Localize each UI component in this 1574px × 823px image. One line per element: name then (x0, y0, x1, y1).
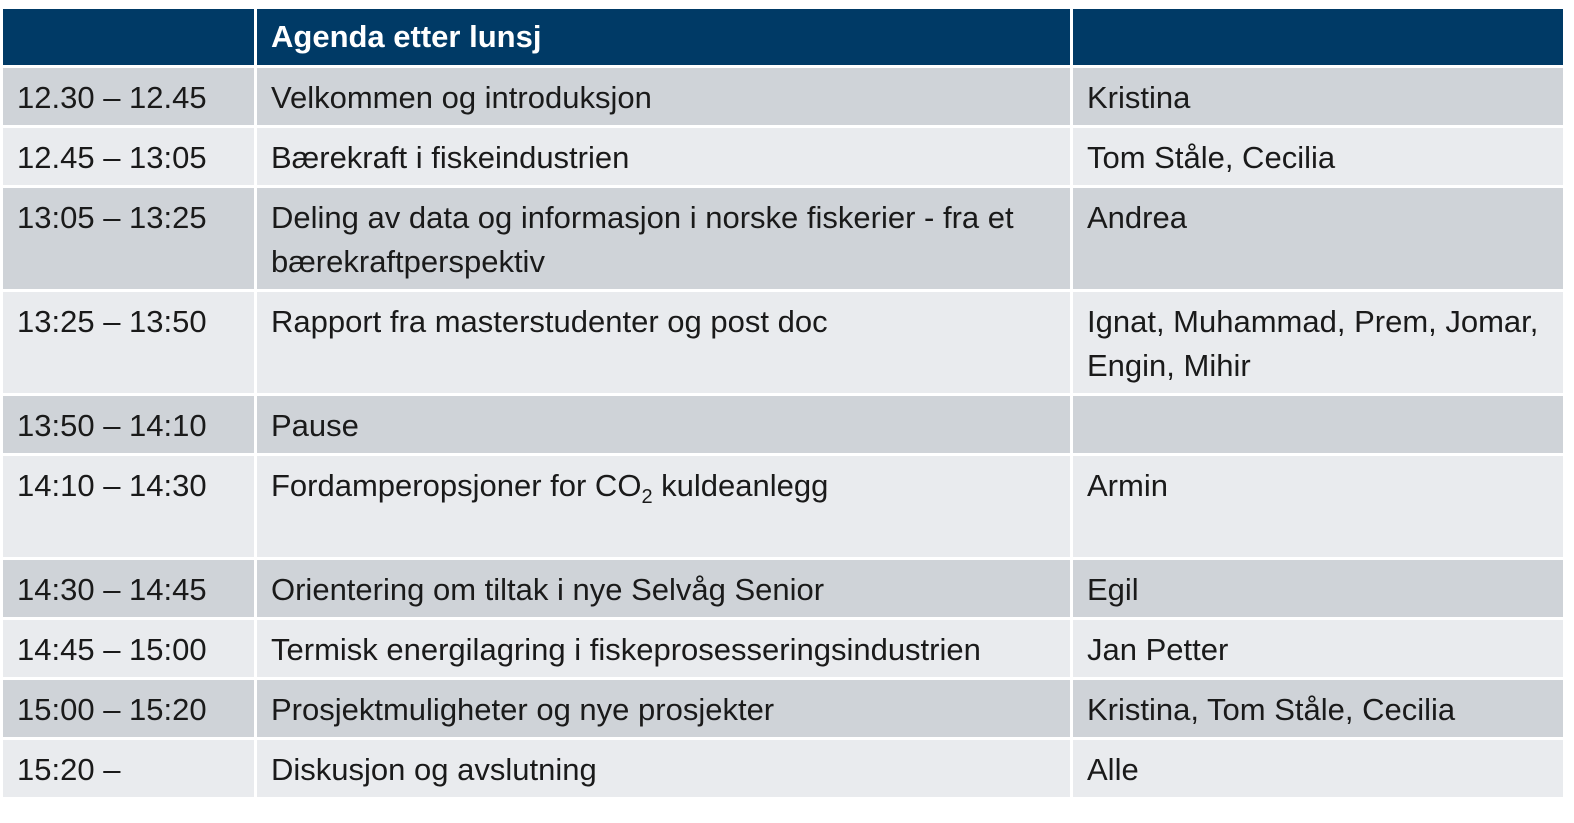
table-row (3, 456, 1563, 557)
header-time-cell (3, 9, 254, 65)
presenter-cell: Jan Petter (1073, 620, 1563, 677)
table-row (3, 68, 1563, 125)
topic-cell: Diskusjon og avslutning (257, 740, 1070, 797)
presenter-cell: Tom Ståle, Cecilia (1073, 128, 1563, 185)
topic-cell (257, 456, 1070, 557)
presenter-cell: Kristina, Tom Ståle, Cecilia (1073, 680, 1563, 737)
presenter-cell (1073, 396, 1563, 453)
topic-cell: Bærekraft i fiskeindustrien (257, 128, 1070, 185)
time-cell: 13:50 – 14:10 (3, 396, 254, 453)
time-cell: 12.30 – 12.45 (3, 68, 254, 125)
topic-text: Fordamperopsjoner for CO (271, 468, 642, 503)
topic-cell: Orientering om tiltak i nye Selvåg Senior (257, 560, 1070, 617)
presenter-cell: Ignat, Muhammad, Prem, Jomar, Engin, Mihir (1073, 292, 1563, 393)
topic-cell: Velkommen og introduksjon (257, 68, 1070, 125)
header-row (3, 9, 1563, 65)
agenda-table (0, 6, 1566, 800)
time-cell: 13:25 – 13:50 (3, 292, 254, 393)
topic-cell: Deling av data og informasjon i norske fiskerier - fra et bærekraftperspektiv (257, 188, 1070, 289)
time-cell: 15:20 – (3, 740, 254, 797)
table-row (3, 188, 1563, 289)
time-cell: 14:45 – 15:00 (3, 620, 254, 677)
presenter-cell: Kristina (1073, 68, 1563, 125)
header-presenter-cell (1073, 9, 1563, 65)
topic-cell: Pause (257, 396, 1070, 453)
presenter-cell: Armin (1073, 456, 1563, 557)
time-cell: 14:30 – 14:45 (3, 560, 254, 617)
subscript-text: 2 (641, 486, 653, 508)
presenter-cell: Andrea (1073, 188, 1563, 289)
time-cell: 13:05 – 13:25 (3, 188, 254, 289)
topic-cell: Rapport fra masterstudenter og post doc (257, 292, 1070, 393)
presenter-cell: Alle (1073, 740, 1563, 797)
table-row (3, 680, 1563, 737)
table-row (3, 292, 1563, 393)
time-cell: 15:00 – 15:20 (3, 680, 254, 737)
topic-cell: Termisk energilagring i fiskeprosesseringsindustrien (257, 620, 1070, 677)
table-row (3, 560, 1563, 617)
topic-text-suffix: kuldeanlegg (652, 468, 829, 503)
time-cell: 12.45 – 13:05 (3, 128, 254, 185)
table-row (3, 620, 1563, 677)
time-cell: 14:10 – 14:30 (3, 456, 254, 557)
topic-cell: Prosjektmuligheter og nye prosjekter (257, 680, 1070, 737)
agenda-title: Agenda etter lunsj (257, 9, 1070, 65)
table-row (3, 740, 1563, 797)
presenter-cell: Egil (1073, 560, 1563, 617)
table-row (3, 396, 1563, 453)
table-row (3, 128, 1563, 185)
